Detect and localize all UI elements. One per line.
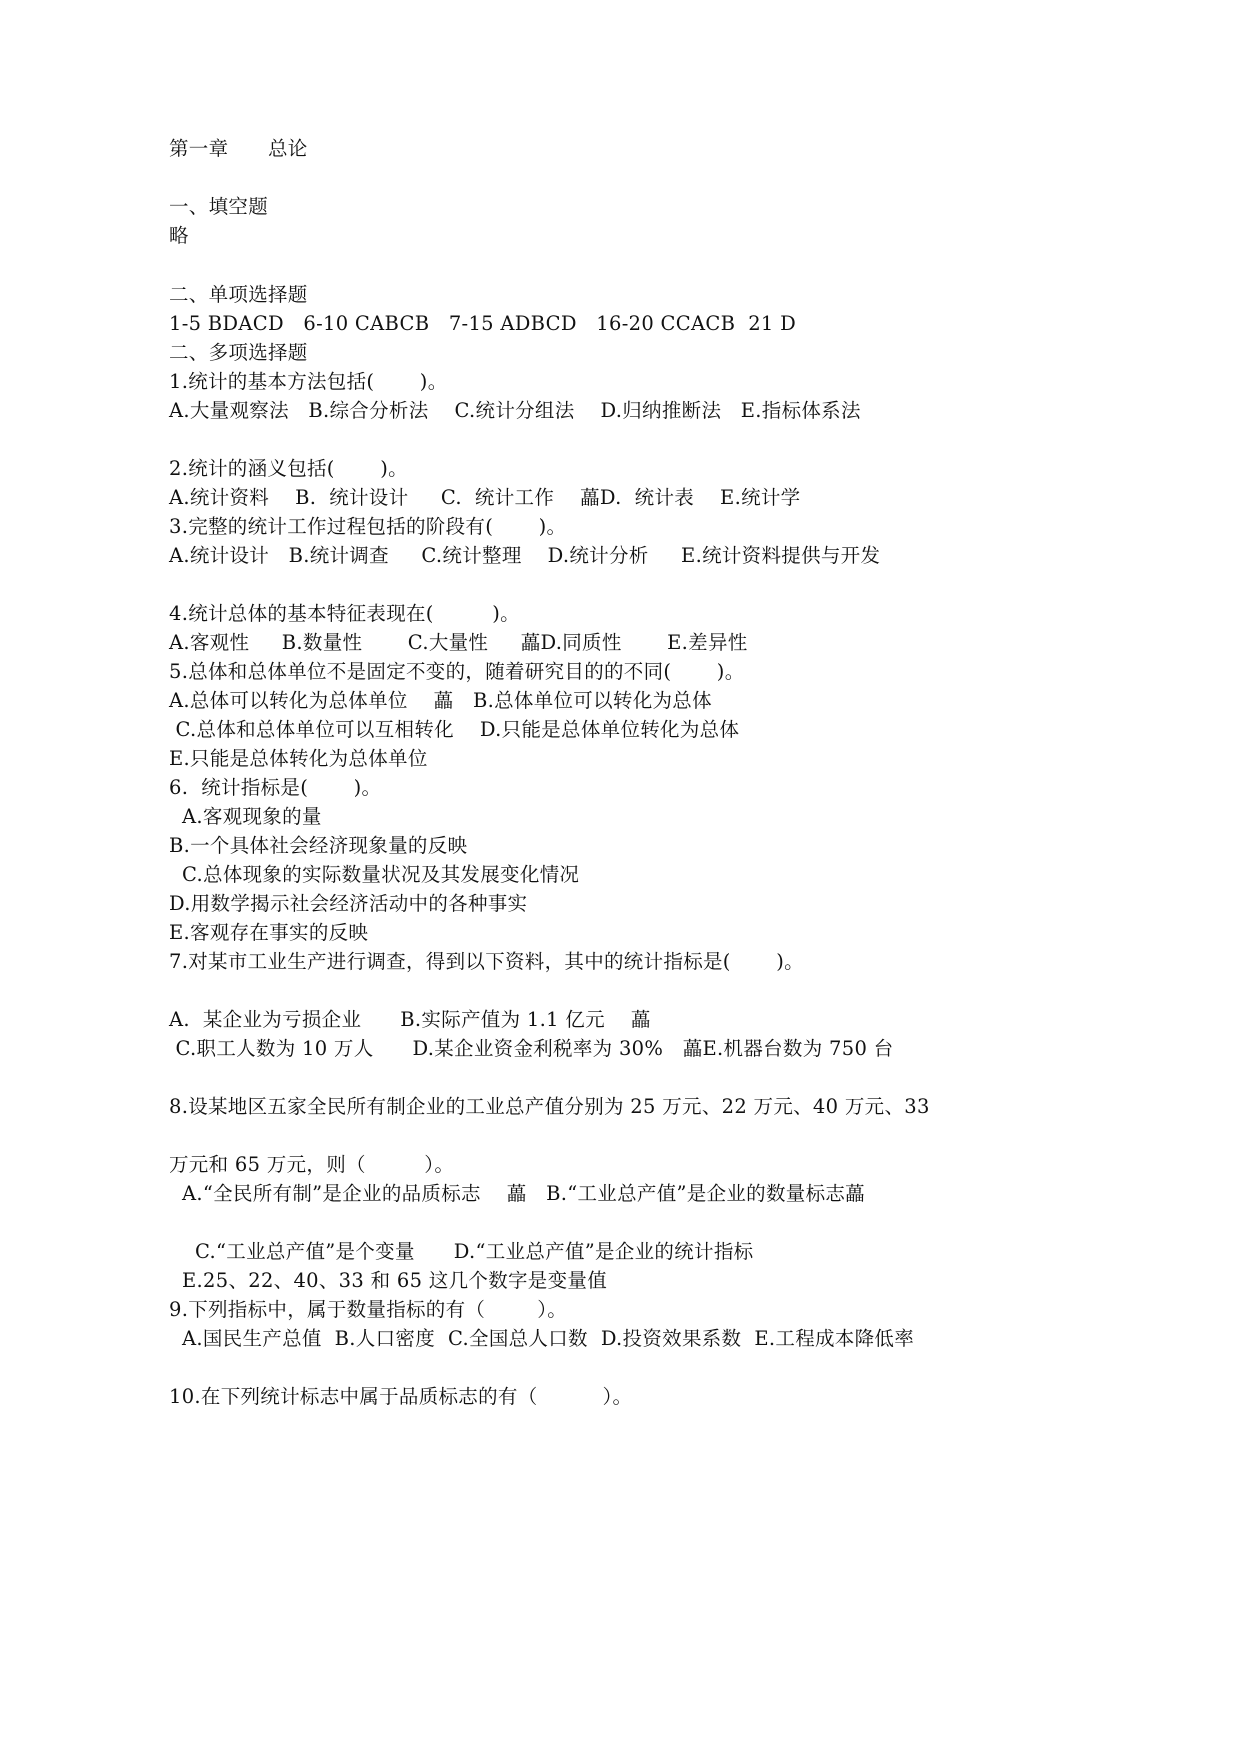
question-5-option-line: A.总体可以转化为总体单位 藟 B.总体单位可以转化为总体: [169, 689, 712, 712]
question-7: 7.对某市工业生产进行调查，得到以下资料，其中的统计指标是( )。: [169, 950, 804, 973]
question-5-option-line: C.总体和总体单位可以互相转化 D.只能是总体单位转化为总体: [169, 718, 740, 741]
section-heading-single-choice: 二、单项选择题: [169, 283, 308, 306]
question-1: 1.统计的基本方法包括( )。: [169, 370, 448, 393]
section-heading-multiple-choice: 二、多项选择题: [169, 341, 308, 364]
question-9-options: A.国民生产总值 B.人口密度 C.全国总人口数 D.投资效果系数 E.工程成本降低率: [169, 1327, 914, 1350]
question-2-options: A.统计资料 B. 统计设计 C. 统计工作 藟D. 统计表 E.统计学: [169, 486, 801, 509]
question-3: 3.完整的统计工作过程包括的阶段有( )。: [169, 515, 567, 538]
question-8-continued: 万元和 65 万元，则（ ）。: [169, 1153, 455, 1176]
question-5-option-line: E.只能是总体转化为总体单位: [169, 747, 428, 770]
question-6: 6. 统计指标是( )。: [169, 776, 382, 799]
question-5: 5.总体和总体单位不是固定不变的，随着研究目的的不同( )。: [169, 660, 745, 683]
question-1-options: A.大量观察法 B.综合分析法 C.统计分组法 D.归纳推断法 E.指标体系法: [169, 399, 861, 422]
question-4-options: A.客观性 B.数量性 C.大量性 藟D.同质性 E.差异性: [169, 631, 748, 654]
question-6-option-line: D.用数学揭示社会经济活动中的各种事实: [169, 892, 528, 915]
question-4: 4.统计总体的基本特征表现在( )。: [169, 602, 520, 625]
chapter-title: 第一章 总论: [169, 137, 308, 160]
question-8-option-line: C.“工业总产值”是个变量 D.“工业总产值”是企业的统计指标: [169, 1240, 754, 1263]
answer-key-line: 1-5 BDACD 6-10 CABCB 7-15 ADBCD 16-20 CCACB 21 D: [169, 312, 797, 335]
question-6-option-line: B.一个具体社会经济现象量的反映: [169, 834, 468, 857]
section-text: 略: [169, 224, 189, 247]
question-9: 9.下列指标中，属于数量指标的有（ ）。: [169, 1298, 568, 1321]
question-7-option-line: A. 某企业为亏损企业 B.实际产值为 1.1 亿元 藟: [169, 1008, 651, 1031]
question-2: 2.统计的涵义包括( )。: [169, 457, 408, 480]
question-7-option-line: C.职工人数为 10 万人 D.某企业资金利税率为 30% 藟E.机器台数为 750 台: [169, 1037, 894, 1060]
section-heading-fill-in: 一、填空题: [169, 195, 269, 218]
question-3-options: A.统计设计 B.统计调查 C.统计整理 D.统计分析 E.统计资料提供与开发: [169, 544, 881, 567]
question-6-option-line: A.客观现象的量: [169, 805, 322, 828]
question-6-option-line: E.客观存在事实的反映: [169, 921, 369, 944]
question-8-option-line: A.“全民所有制”是企业的品质标志 藟 B.“工业总产值”是企业的数量标志藟: [169, 1182, 865, 1205]
question-6-option-line: C.总体现象的实际数量状况及其发展变化情况: [169, 863, 580, 886]
question-10: 10.在下列统计标志中属于品质标志的有（ ）。: [169, 1385, 633, 1408]
question-8-option-line: E.25、22、40、33 和 65 这几个数字是变量值: [169, 1269, 607, 1292]
question-8: 8.设某地区五家全民所有制企业的工业总产值分别为 25 万元、22 万元、40 万元、33: [169, 1095, 930, 1118]
